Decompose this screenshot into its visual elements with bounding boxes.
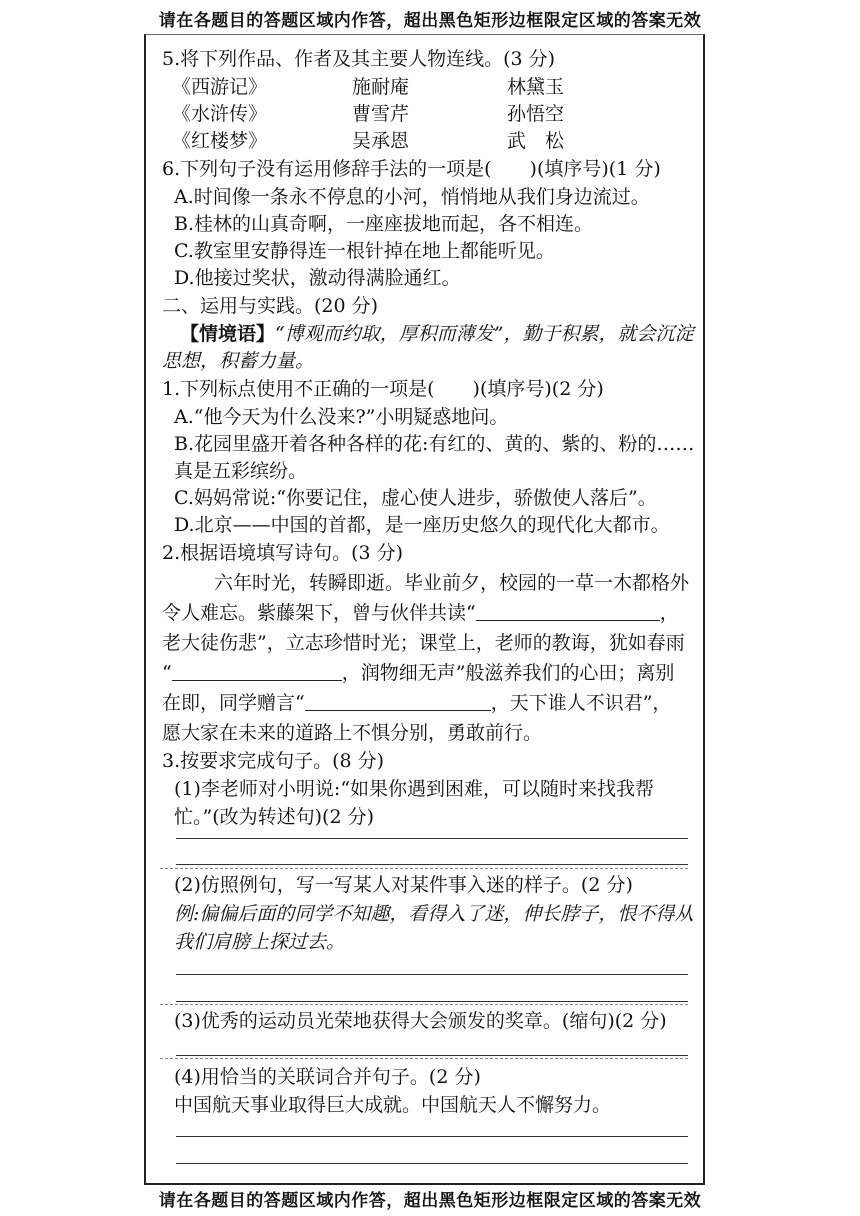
answer-line[interactable]: [176, 1136, 688, 1137]
p1-option-d: D.北京——中国的首都，是一座历史悠久的现代化大都市。: [174, 514, 670, 536]
answer-line[interactable]: [176, 1163, 688, 1164]
p1-option-a: A.“他今天为什么没来?”小明疑惑地问。: [174, 406, 509, 428]
p3-s2-example-cont: 我们肩膀上探过去。: [174, 931, 346, 953]
header-banner: 请在各题目的答题区域内作答，超出黑色矩形边框限定区域的答案无效: [158, 11, 702, 31]
context-text-cont: 思想，积蓄力量。: [162, 350, 315, 372]
p2-line: 六年时光，转瞬即逝。毕业前夕，校园的一草一木都格外: [214, 572, 690, 594]
answer-line[interactable]: [176, 838, 688, 839]
p3-s3: (3)优秀的运动员光荣地获得大会颁发的奖章。(缩句)(2 分): [174, 1010, 667, 1032]
q5-character: 武 松: [507, 130, 565, 152]
p1-option-b-cont: 真是五彩缤纷。: [174, 460, 308, 482]
p1-option-c: C.妈妈常说:“你要记住，虚心使人进步，骄傲使人落后”。: [174, 487, 657, 509]
q5-stem: 5.将下列作品、作者及其主要人物连线。(3 分): [162, 48, 556, 70]
p2-text: 在即，同学赠言“: [162, 692, 305, 714]
q6-stem-start: 6.下列句子没有运用修辞手法的一项是(: [162, 158, 492, 180]
answer-line[interactable]: [176, 1001, 688, 1002]
p2-text: “: [162, 662, 172, 684]
q5-author: 吴承恩: [352, 130, 410, 152]
q5-work: 《红楼梦》: [172, 130, 268, 152]
p2-line: [162, 690, 671, 716]
p1-stem: [162, 376, 604, 402]
poem-blank-3[interactable]: [305, 692, 491, 711]
p2-line: 老大徒伤悲”，立志珍惜时光；课堂上，老师的教诲，犹如春雨: [162, 632, 685, 654]
q5-author: 曹雪芹: [352, 103, 410, 125]
divider: [160, 868, 688, 869]
q5-work: 《水浒传》: [172, 103, 268, 125]
context-label: 【情境语】: [180, 323, 276, 345]
poem-blank-1[interactable]: [476, 602, 660, 621]
p2-line: [162, 660, 674, 686]
p3-s2-example: 例:偏偏后面的同学不知趣，看得入了迷，伸长脖子，恨不得从: [174, 903, 694, 925]
q5-character: 孙悟空: [507, 103, 565, 125]
answer-line[interactable]: [176, 974, 688, 975]
q5-author: 施耐庵: [352, 76, 410, 98]
footer-banner: 请在各题目的答题区域内作答，超出黑色矩形边框限定区域的答案无效: [158, 1191, 702, 1211]
p1-stem-start: 1.下列标点使用不正确的一项是(: [162, 378, 435, 400]
q5-work: 《西游记》: [172, 76, 268, 98]
p2-text: ，天下谁人不识君”，: [490, 692, 672, 714]
p2-text: ，: [659, 602, 679, 624]
q6-option: C.教室里安静得连一根针掉在地上都能听见。: [174, 240, 555, 262]
q6-stem-end: )(填序号)(1 分): [529, 158, 661, 180]
p3-s1-cont: 忙。”(改为转述句)(2 分): [174, 806, 374, 828]
q6-option: B.桂林的山真奇啊，一座座拔地而起，各不相连。: [174, 213, 594, 235]
p2-stem: 2.根据语境填写诗句。(3 分): [162, 542, 404, 564]
p3-s4: (4)用恰当的关联词合并句子。(2 分): [174, 1066, 481, 1088]
context-text: “博观而约取，厚积而薄发”，勤于积累，就会沉淀: [275, 323, 694, 345]
p3-s2: (2)仿照例句，写一写某人对某件事入迷的样子。(2 分): [174, 874, 633, 896]
p3-s4-text: 中国航天事业取得巨大成就。中国航天人不懈努力。: [174, 1094, 612, 1116]
p1-stem-end: )(填序号)(2 分): [472, 378, 604, 400]
p2-line: 愿大家在未来的道路上不惧分别，勇敢前行。: [162, 722, 543, 744]
q6-option: A.时间像一条永不停息的小河，悄悄地从我们身边流过。: [174, 186, 650, 208]
poem-blank-2[interactable]: [172, 662, 342, 681]
answer-line[interactable]: [176, 864, 688, 865]
p2-line: [162, 600, 679, 626]
q6-option: D.他接过奖状，激动得满脸通红。: [174, 267, 461, 289]
p2-text: 令人难忘。紫藤架下，曾与伙伴共读“: [162, 602, 476, 624]
p3-s1: (1)李老师对小明说:“如果你遇到困难，可以随时来找我帮: [174, 778, 655, 800]
context-line: [180, 321, 693, 347]
q6-stem: [162, 156, 661, 182]
answer-line[interactable]: [176, 1055, 688, 1056]
section-title: 二、运用与实践。(20 分): [162, 295, 379, 317]
divider: [160, 1058, 688, 1059]
q5-character: 林黛玉: [507, 76, 565, 98]
p1-option-b: B.花园里盛开着各种各样的花:有红的、黄的、紫的、粉的……: [174, 433, 695, 455]
p3-stem: 3.按要求完成句子。(8 分): [162, 750, 385, 772]
divider: [160, 1004, 688, 1005]
p2-text: ，润物细无声”般滋养我们的心田；离别: [341, 662, 675, 684]
